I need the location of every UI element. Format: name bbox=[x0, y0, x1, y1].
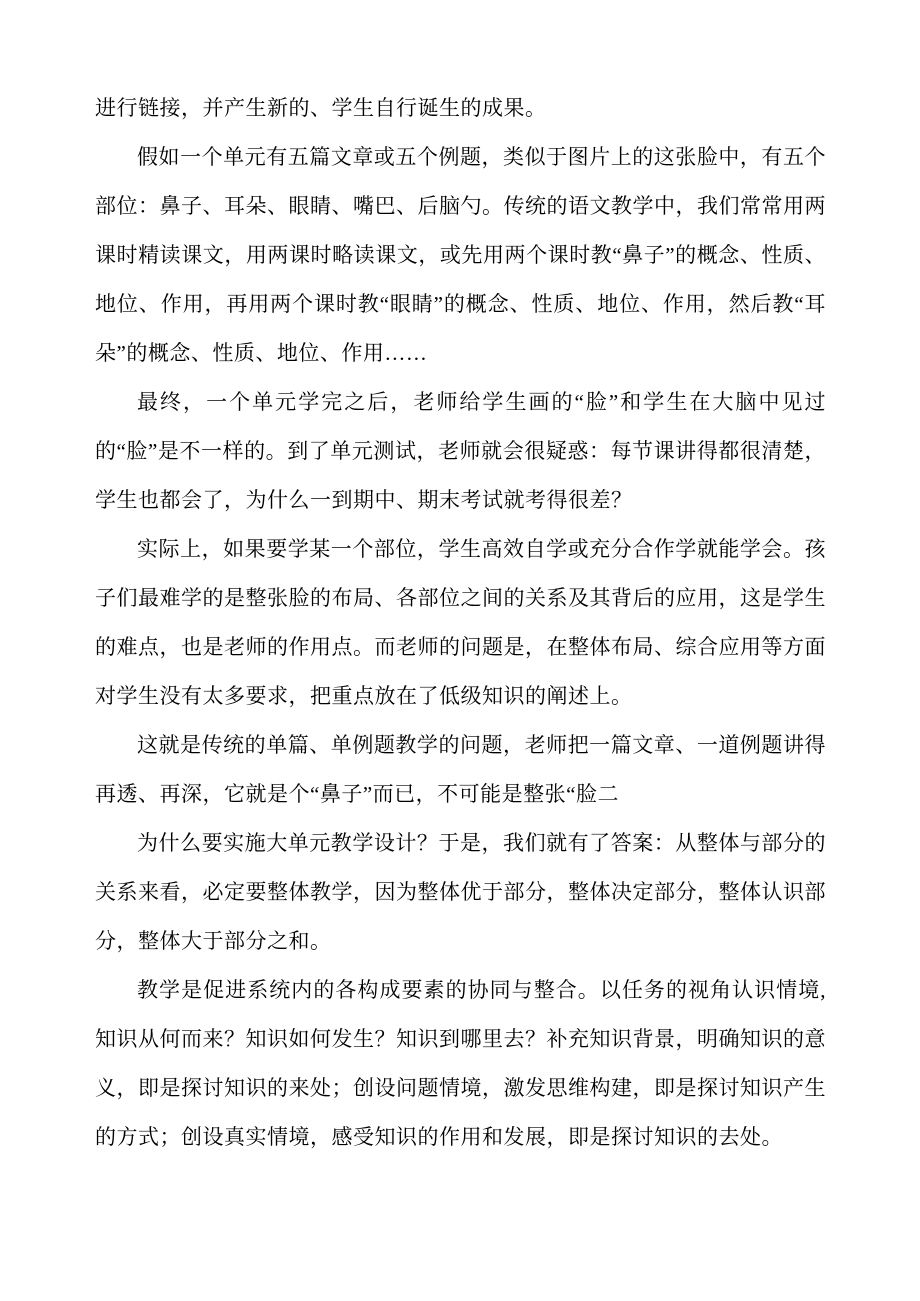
paragraph-continuation: 进行链接，并产生新的、学生自行诞生的成果。 bbox=[95, 96, 547, 120]
paragraph: 实际上，如果要学某一个部位，学生高效自学或充分合作学就能学会。孩子们最难学的是整张脸的布局、各部位之间的关系及其背后的应用，这是学生的难点，也是老师的作用点。而老师的问题是，在整体布局、综合应用等方面对学生没有太多要求，把重点放在了低级知识的阐述上。 bbox=[95, 537, 826, 708]
paragraph: 假如一个单元有五篇文章或五个例题，类似于图片上的这张脸中，有五个部位：鼻子、耳朵、眼睛、嘴巴、后脑勺。传统的语文教学中，我们常常用两课时精读课文，用两课时略读课文，或先用两个课时教“鼻子”的概念、性质、地位、作用，再用两个课时教“眼睛”的概念、性质、地位、作用，然后教“耳朵”的概念、性质、地位、作用…… bbox=[95, 145, 826, 365]
paragraph: 最终，一个单元学完之后，老师给学生画的“脸”和学生在大脑中见过的“脸”是不一样的。到了单元测试，老师就会很疑惑：每节课讲得都很清楚，学生也都会了，为什么一到期中、期末考试就考得很差？ bbox=[95, 390, 826, 512]
paragraph: 为什么要实施大单元教学设计？于是，我们就有了答案：从整体与部分的关系来看，必定要整体教学，因为整体优于部分，整体决定部分，整体认识部分，整体大于部分之和。 bbox=[95, 831, 826, 953]
paragraph: 教学是促进系统内的各构成要素的协同与整合。以任务的视角认识情境,知识从何而来？知识如何发生？知识到哪里去？补充知识背景，明确知识的意义，即是探讨知识的来处；创设问题情境，激发思维构建，即是探讨知识产生的方式；创设真实情境，感受知识的作用和发展，即是探讨知识的去处。 bbox=[95, 978, 826, 1149]
paragraph: 这就是传统的单篇、单例题教学的问题，老师把一篇文章、一道例题讲得再透、再深，它就是个“鼻子”而已，不可能是整张“脸二 bbox=[95, 733, 826, 806]
